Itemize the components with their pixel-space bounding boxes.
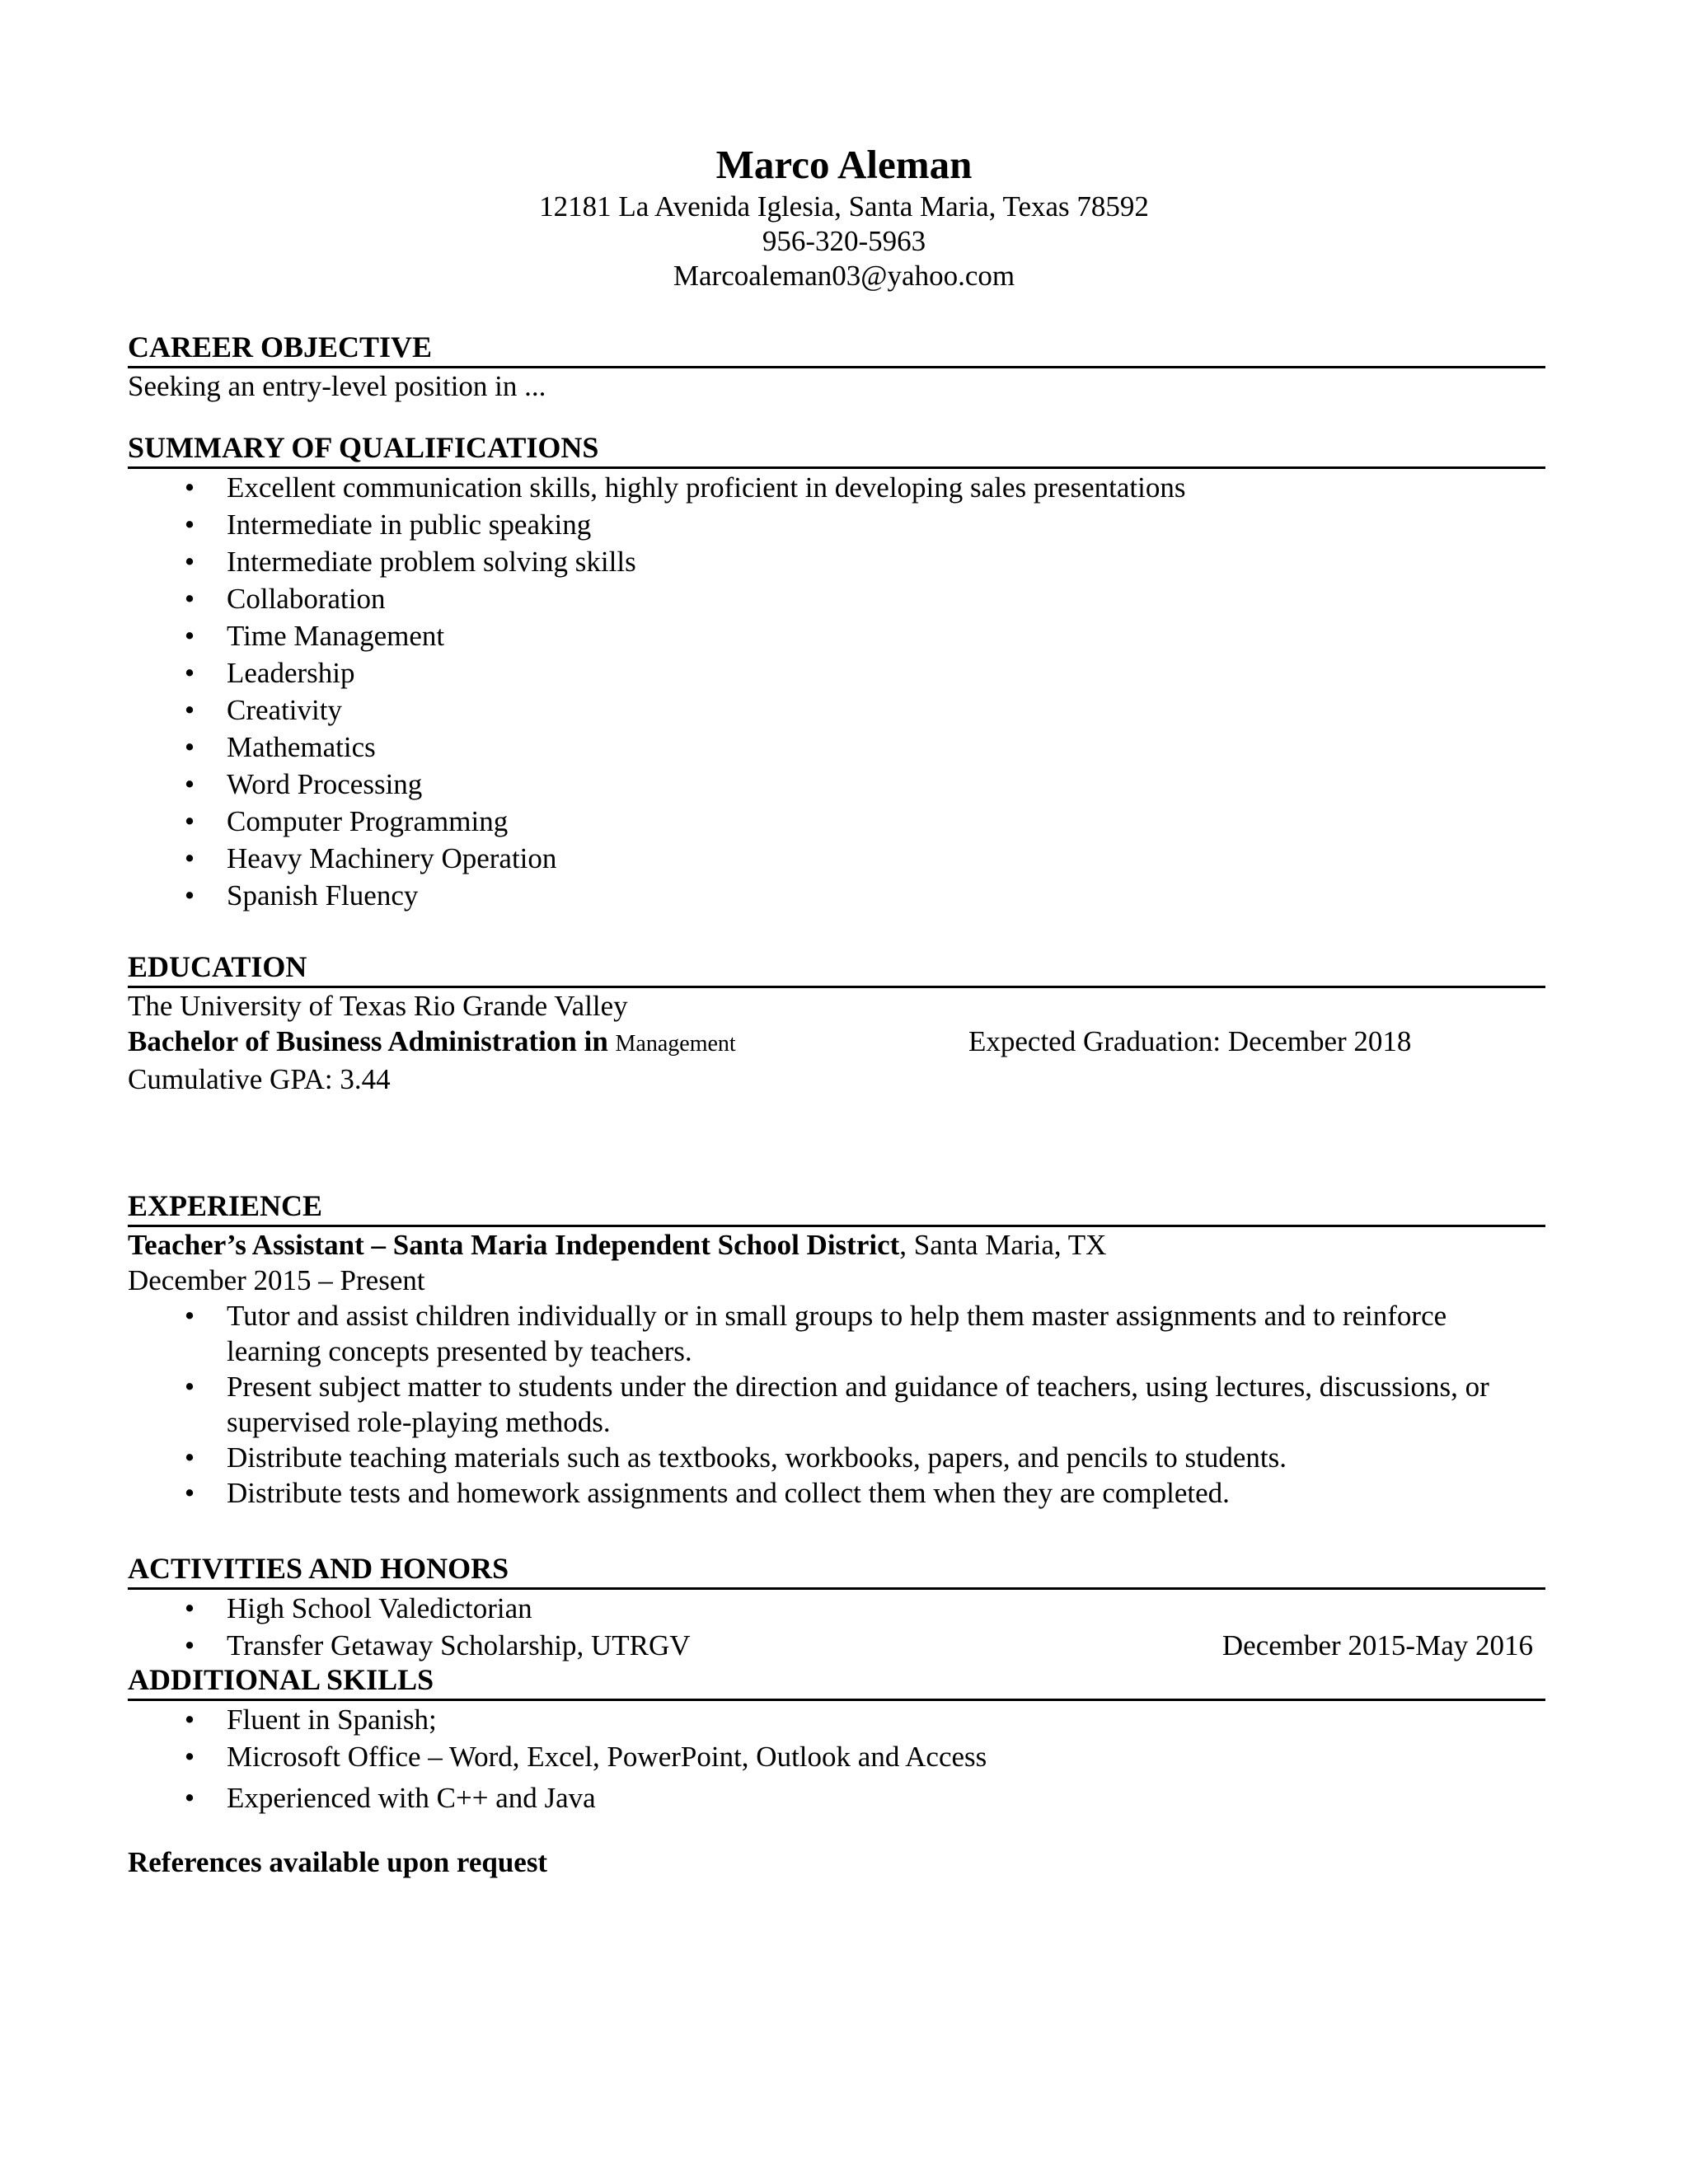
list-item: • Creativity xyxy=(128,691,1545,729)
list-item: • Spanish Fluency xyxy=(128,877,1545,914)
list-item: • Tutor and assist children individually or in small groups to help them master assignments and to reinforce learning concepts presented by teachers. xyxy=(128,1298,1545,1369)
activity-date: December 2015-May 2016 xyxy=(1221,1629,1533,1661)
qualifications-list xyxy=(128,469,1545,914)
objective-text: Seeking an entry-level position in ... xyxy=(128,370,546,402)
gpa: Cumulative GPA: 3.44 xyxy=(128,1063,391,1095)
list-item: • Collaboration xyxy=(128,580,1545,617)
bullet-icon: • xyxy=(184,620,195,652)
job-title-row xyxy=(128,1227,1545,1263)
degree-row xyxy=(128,1024,1545,1062)
bullet-icon: • xyxy=(184,1704,195,1736)
applicant-name: Marco Aleman xyxy=(715,142,973,187)
bullet-icon: • xyxy=(184,694,195,726)
activities-list xyxy=(128,1590,1545,1664)
list-item: • Leadership xyxy=(128,654,1545,691)
list-item: • Word Processing xyxy=(128,766,1545,803)
resume-header xyxy=(0,140,1688,293)
list-item: • Excellent communication skills, highly proficient in developing sales presentations xyxy=(128,469,1545,506)
qualifications-section xyxy=(128,430,1545,914)
list-item: • High School Valedictorian xyxy=(128,1590,1545,1627)
bullet-icon: • xyxy=(184,1441,195,1474)
bullet-icon: • xyxy=(184,1300,195,1332)
bullet-icon: • xyxy=(184,879,195,912)
list-item: • Experienced with C++ and Java xyxy=(128,1779,1545,1816)
job-title: Teacher’s Assistant – Santa Maria Independent School District xyxy=(128,1229,900,1261)
section-title: EXPERIENCE xyxy=(128,1188,1545,1227)
job-dates: December 2015 – Present xyxy=(128,1264,425,1296)
bullet-icon: • xyxy=(184,1477,195,1509)
list-item: • Mathematics xyxy=(128,729,1545,766)
references-note: References available upon request xyxy=(128,1846,548,1878)
list-item: • Present subject matter to students under the direction and guidance of teachers, using lectures, discussions, or supervised role-playing methods. xyxy=(128,1369,1545,1440)
activities-section xyxy=(128,1551,1545,1664)
bullet-icon: • xyxy=(184,1371,195,1403)
list-item: • Microsoft Office – Word, Excel, PowerPoint, Outlook and Access xyxy=(128,1738,1545,1775)
education-section xyxy=(128,949,1545,1097)
address: 12181 La Avenida Iglesia, Santa Maria, Texas 78592 xyxy=(539,190,1149,223)
bullet-icon: • xyxy=(184,583,195,615)
list-item: • Distribute tests and homework assignments and collect them when they are completed. xyxy=(128,1475,1545,1511)
bullet-icon: • xyxy=(184,1592,195,1624)
graduation-date: Expected Graduation: December 2018 xyxy=(968,1025,1412,1057)
list-item: • Computer Programming xyxy=(128,803,1545,840)
section-title: ACTIVITIES AND HONORS xyxy=(128,1551,1545,1590)
bullet-icon: • xyxy=(184,842,195,874)
bullet-icon: • xyxy=(184,1629,195,1661)
bullet-icon: • xyxy=(184,1782,195,1814)
experience-list xyxy=(128,1298,1545,1511)
job-location: , Santa Maria, TX xyxy=(899,1229,1107,1261)
additional-skills-section xyxy=(128,1662,1545,1816)
school-name: The University of Texas Rio Grande Valley xyxy=(128,990,628,1022)
experience-section xyxy=(128,1188,1545,1511)
list-item: • Intermediate problem solving skills xyxy=(128,543,1545,580)
list-item: • Intermediate in public speaking xyxy=(128,506,1545,543)
degree-major: Management xyxy=(615,1031,736,1057)
bullet-icon: • xyxy=(184,731,195,763)
skills-list xyxy=(128,1701,1545,1816)
bullet-icon: • xyxy=(184,1741,195,1773)
section-title: ADDITIONAL SKILLS xyxy=(128,1662,1545,1701)
list-item: • Transfer Getaway Scholarship, UTRGV December 2015-May 2016 xyxy=(128,1627,1545,1664)
bullet-icon: • xyxy=(184,509,195,541)
bullet-icon: • xyxy=(184,768,195,800)
bullet-icon: • xyxy=(184,657,195,689)
bullet-icon: • xyxy=(184,471,195,504)
list-item: • Heavy Machinery Operation xyxy=(128,840,1545,877)
section-title: EDUCATION xyxy=(128,949,1545,988)
section-title: CAREER OBJECTIVE xyxy=(128,330,1545,368)
section-title: SUMMARY OF QUALIFICATIONS xyxy=(128,430,1545,469)
email: Marcoaleman03@yahoo.com xyxy=(673,260,1015,292)
degree-title: Bachelor of Business Administration in xyxy=(128,1025,616,1057)
bullet-icon: • xyxy=(184,805,195,837)
list-item: • Distribute teaching materials such as textbooks, workbooks, papers, and pencils to students. xyxy=(128,1440,1545,1475)
list-item: • Time Management xyxy=(128,617,1545,654)
bullet-icon: • xyxy=(184,546,195,578)
phone: 956-320-5963 xyxy=(762,225,926,257)
career-objective-section xyxy=(128,330,1545,404)
list-item: • Fluent in Spanish; xyxy=(128,1701,1545,1738)
